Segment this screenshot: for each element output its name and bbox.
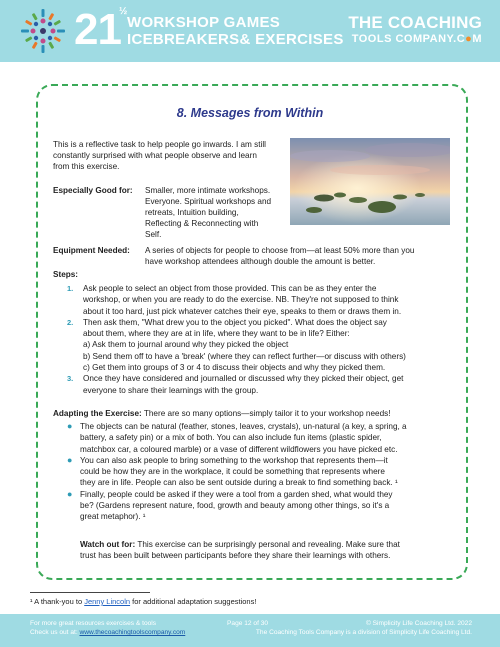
footer-right-line-2: The Coaching Tools Company is a division of Simplicity Life Coaching Ltd. (255, 629, 472, 636)
good-for-line: retreats, Intuition building, (145, 208, 239, 217)
brand-dot-icon: ● (465, 33, 473, 45)
footer-right-line-1: © Simplicity Life Coaching Ltd. 2022 (365, 620, 472, 627)
bullet-line: matchbox car, a coloured marble) or a vase of different wildflowers you have picked etc. (80, 444, 398, 454)
good-for-line: Smaller, more intimate workshops. (145, 186, 271, 195)
step-line: about it too hard, just pick whatever catches their eye, speaks to them or draws them in. (83, 306, 402, 316)
intro-line-1: This is a reflective task to help people go inwards. I am still (53, 140, 266, 149)
footer-text: Check us out at: (30, 629, 80, 636)
sunburst-logo-icon (18, 7, 68, 55)
brand-text-end: M (472, 33, 482, 45)
good-for-label: Especially Good for: (53, 186, 133, 195)
list-item (67, 421, 407, 455)
header-line-1: WORKSHOP GAMES (127, 14, 281, 31)
header-line-2: ICEBREAKERS& EXERCISES (127, 31, 344, 48)
header-banner (0, 0, 500, 62)
bullet-icon: ● (67, 454, 73, 465)
intro-line-2: constantly surprised with what people observe and learn (53, 151, 257, 160)
watch-out-label: Watch out for: (80, 540, 136, 549)
adapting-text: There are so many options—simply tailor it to your workshop needs! (141, 409, 391, 418)
bullet-line: could be how they are in the workplace, it could be something that represents where (80, 467, 385, 477)
brand-text: TOOLS COMPANY.C (351, 33, 466, 45)
header-fraction: ½ (119, 6, 128, 17)
watch-out-paragraph (80, 539, 400, 550)
seascape-photo (290, 138, 450, 225)
footer-banner (0, 614, 500, 647)
intro-line-3: from this exercise. (53, 162, 120, 171)
steps-list (67, 283, 406, 396)
header-number: 21 (74, 5, 121, 54)
step-number: 2. (67, 317, 74, 327)
bullet-line: The objects can be natural (feather, stones, leaves, crystals), un-natural (a key, a spring, a (80, 422, 407, 431)
adapting-paragraph (53, 408, 391, 419)
page-title: 8. Messages from Within (176, 106, 324, 120)
step-number: 3. (67, 374, 74, 384)
step-line: a) Ask them to journal around why they picked the object (83, 340, 289, 350)
footer-website-link[interactable]: www.thecoachingtoolscompany.com (79, 629, 186, 636)
footer-left-line-2 (30, 628, 185, 637)
adapting-bullets (67, 421, 407, 523)
watch-out-text: This exercise can be surprisingly personal and revealing. Make sure that (135, 540, 400, 549)
footnote-text-end: for additional adaptation suggestions! (130, 597, 257, 606)
footnote-link[interactable]: Jenny Lincoln (84, 597, 131, 606)
brand-line-2 (352, 33, 482, 45)
list-item (67, 283, 406, 317)
list-item (67, 488, 407, 523)
brand-line-1: THE COACHING (348, 13, 482, 32)
step-number: 1. (67, 284, 74, 293)
bullet-line: battery, a safety pin) or a mix of both. You can also include fun items (plastic spider, (80, 433, 382, 443)
page-number: Page 12 of 30 (227, 620, 269, 627)
step-line: workshop, or when you are ready to do the exercise. NB. They're not supposed to think (83, 295, 399, 305)
bullet-icon: ● (67, 421, 73, 431)
list-item (67, 317, 406, 373)
good-for-line: Self. (145, 230, 162, 239)
footnote-divider (30, 592, 150, 593)
step-line: b) Send them off to have a 'break' (where they can reflect further—or discuss with others) (83, 351, 406, 361)
footnote-text: ¹ A thank-you to (30, 597, 85, 606)
bullet-line: be? (Gardens represent nature, food, growth and beauty among other things, so it's a (80, 501, 390, 511)
bullet-line: You can also ask people to bring something to the workshop that represents them—it (80, 455, 388, 465)
bullet-line: Finally, people could be asked if they were a tool from a garden shed, what would they (80, 489, 393, 499)
good-for-line: Everyone. Spiritual workshops and (145, 197, 272, 206)
equipment-line: A series of objects for people to choose from—at least 50% more than you (145, 246, 415, 255)
list-item (67, 454, 407, 489)
steps-label: Steps: (53, 270, 79, 279)
list-item (67, 373, 406, 396)
step-line: Then ask them, "What drew you to the object you picked". What does the object say (83, 317, 387, 327)
step-line: Once they have considered and journalled or discussed why they picked their object, get (83, 374, 404, 384)
step-line: c) Get them into groups of 3 or 4 to discuss their objects and why they picked them. (83, 363, 386, 373)
step-line: Ask people to select an object from those provided. This can be as they enter the (83, 284, 377, 293)
adapting-label: Adapting the Exercise: (53, 409, 142, 418)
good-for-line: Reflecting & Reconnecting with (145, 219, 259, 228)
bullet-icon: ● (67, 488, 73, 499)
step-line: about them, where they are at in life, where they want to be in life? Either: (83, 329, 350, 339)
step-line: everyone to share their learnings with the group. (83, 385, 259, 395)
footnote (30, 597, 256, 606)
bullet-line: they are in life. People can also be sent outside during a break to find something back. ¹ (80, 478, 398, 488)
footer-left-line-1: For more great resources exercises & tools (30, 620, 157, 627)
bullet-line: great metaphor). ¹ (80, 512, 146, 522)
equipment-label: Equipment Needed: (53, 246, 130, 255)
equipment-line: have workshop attendees although double the amount is better. (145, 257, 376, 266)
watch-out-line-2: trust has been built between participants before they share their learnings with others. (80, 551, 391, 560)
